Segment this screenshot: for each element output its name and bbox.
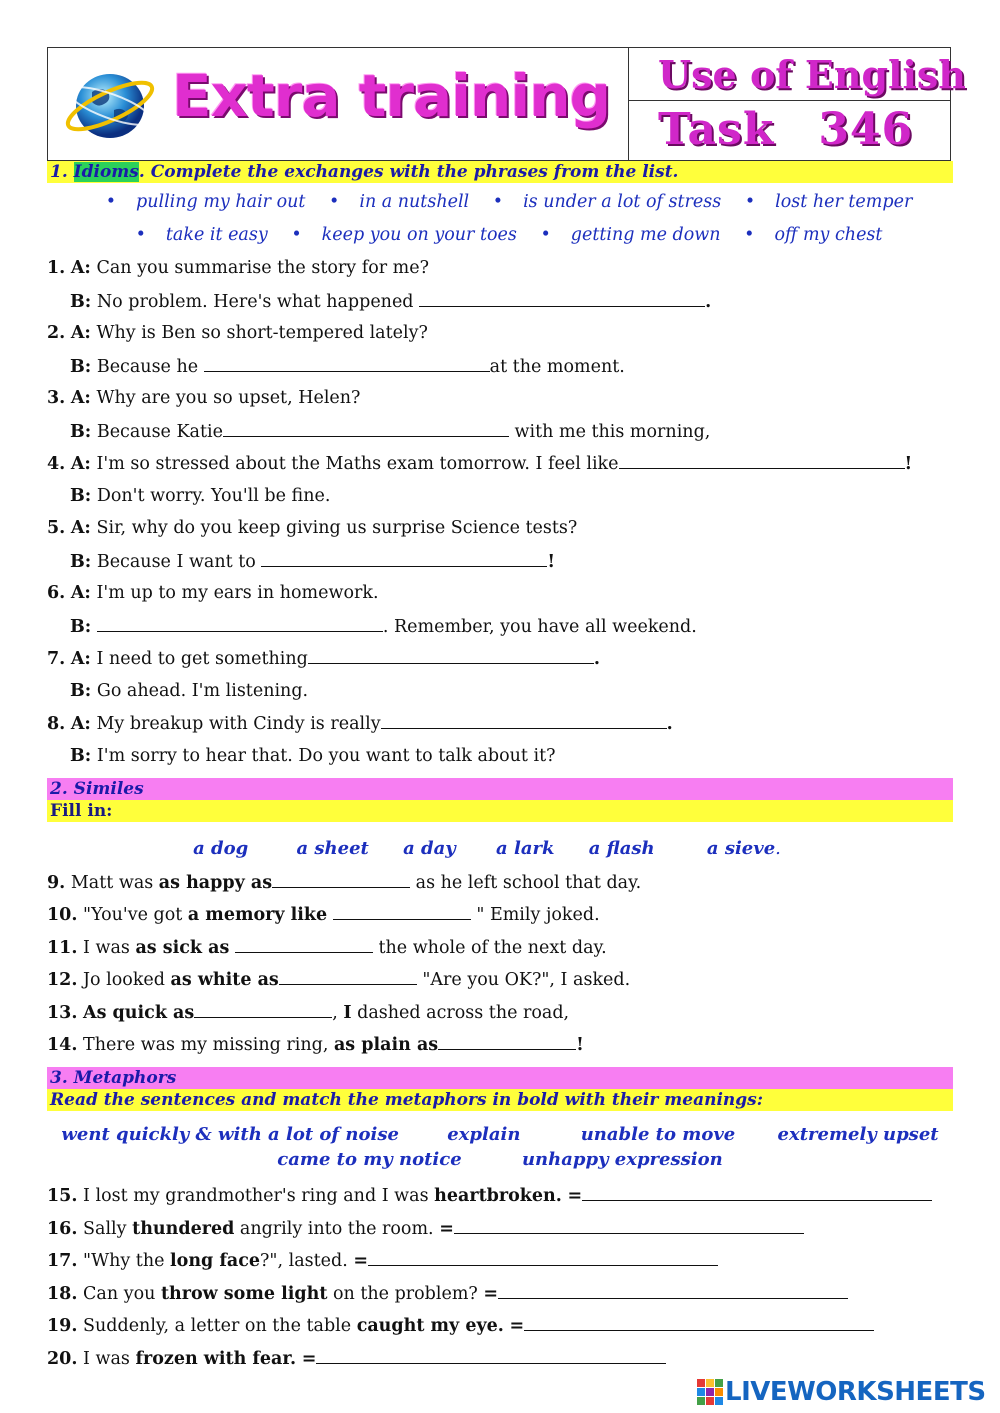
subject-title: Use of English	[658, 52, 966, 97]
phrase-item: lost her temper	[775, 192, 913, 212]
answer-blank[interactable]	[454, 1217, 804, 1234]
answer-blank[interactable]	[333, 903, 471, 920]
answer-blank[interactable]	[381, 712, 667, 729]
section2-heading: 2. Similes	[47, 778, 953, 800]
meaning-item: came to my notice	[277, 1149, 462, 1170]
meaning-item: unhappy expression	[521, 1149, 723, 1170]
exchange-2-b: B: Because he at the moment.	[70, 357, 625, 377]
simile-12: 12. Jo looked as white as "Are you OK?", I asked.	[47, 970, 631, 990]
section2-instruction: Fill in:	[47, 800, 953, 822]
exchange-4-a: 4. A: I'm so stressed about the Maths exam tomorrow. I feel like !	[47, 454, 913, 474]
answer-blank[interactable]	[368, 1249, 718, 1266]
exchange-7-a: 7. A: I need to get something .	[47, 649, 600, 669]
header-task-cell	[628, 48, 966, 160]
simile-word: a sieve	[706, 838, 776, 859]
section1-heading	[47, 161, 953, 183]
answer-blank[interactable]	[498, 1282, 848, 1299]
answer-blank[interactable]	[582, 1184, 932, 1201]
answer-blank[interactable]	[619, 452, 905, 469]
exchange-6-a: 6. A: I'm up to my ears in homework.	[47, 583, 379, 603]
exchange-1-a: 1. A: Can you summarise the story for me?	[47, 258, 429, 278]
exchange-4-b: B: Don't worry. You'll be fine.	[70, 486, 331, 506]
section1-instruction: . Complete the exchanges with the phrases from the list.	[138, 162, 679, 182]
answer-blank[interactable]	[316, 1347, 666, 1364]
worksheet-header	[47, 47, 966, 161]
simile-word: a sheet	[296, 838, 369, 859]
answer-blank[interactable]	[524, 1314, 874, 1331]
phrase-item: pulling my hair out	[136, 192, 306, 212]
exchange-5-a: 5. A: Sir, why do you keep giving us surprise Science tests?	[47, 518, 578, 538]
phrase-bank-row2: • take it easy • keep you on your toes • getting me down • off my chest	[135, 225, 883, 245]
phrase-item: in a nutshell	[359, 192, 470, 212]
section3-heading: 3. Metaphors	[47, 1067, 953, 1089]
meaning-item: explain	[447, 1124, 521, 1145]
answer-blank[interactable]	[438, 1033, 576, 1050]
answer-blank[interactable]	[204, 355, 490, 372]
metaphor-19: 19. Suddenly, a letter on the table caught my eye. =	[47, 1314, 874, 1337]
header-divider	[628, 100, 950, 101]
exchange-8-a: 8. A: My breakup with Cindy is really .	[47, 714, 673, 734]
answer-blank[interactable]	[97, 615, 383, 632]
phrase-item: take it easy	[165, 225, 268, 245]
meaning-item: extremely upset	[777, 1124, 939, 1145]
metaphor-17: 17. "Why the long face?", lasted. =	[47, 1249, 718, 1272]
exchange-7-b: B: Go ahead. I'm listening.	[70, 681, 309, 701]
header-brand-cell	[48, 48, 629, 160]
phrase-bank-row1: • pulling my hair out • in a nutshell • is under a lot of stress • lost her temper	[105, 192, 913, 212]
exchange-3-b: B: Because Katie with me this morning,	[70, 422, 711, 442]
section1-topic: Idioms	[73, 162, 139, 182]
simile-word: a lark	[496, 838, 555, 859]
task-number: 346	[818, 104, 914, 155]
metaphor-16: 16. Sally thundered angrily into the room. =	[47, 1217, 804, 1240]
exchange-1-b: B: No problem. Here's what happened .	[70, 292, 712, 312]
section1-number: 1.	[50, 162, 68, 182]
answer-blank[interactable]	[194, 1001, 332, 1018]
metaphor-18: 18. Can you throw some light on the problem? =	[47, 1282, 848, 1305]
simile-14: 14. There was my missing ring, as plain as !	[47, 1035, 584, 1055]
simile-13: 13. As quick as , I dashed across the road,	[47, 1003, 570, 1023]
simile-word-bank: a dog a sheet a day a lark a flash a sieve.	[193, 838, 781, 859]
answer-blank[interactable]	[223, 420, 509, 437]
meaning-item: unable to move	[580, 1124, 736, 1145]
answer-blank[interactable]	[279, 968, 417, 985]
phrase-item: off my chest	[774, 225, 883, 245]
answer-blank[interactable]	[272, 871, 410, 888]
liveworksheets-logo[interactable]	[697, 1377, 986, 1409]
exchange-6-b: B: . Remember, you have all weekend.	[70, 617, 697, 637]
answer-blank[interactable]	[419, 290, 705, 307]
phrase-item: getting me down	[570, 225, 721, 245]
simile-11: 11. I was as sick as the whole of the next day.	[47, 938, 607, 958]
globe-icon	[62, 62, 158, 146]
metaphor-20: 20. I was frozen with fear. =	[47, 1347, 666, 1370]
task-label: Task	[658, 104, 775, 155]
answer-blank[interactable]	[308, 647, 594, 664]
answer-blank[interactable]	[261, 550, 547, 567]
phrase-item: is under a lot of stress	[523, 192, 722, 212]
meaning-item: went quickly & with a lot of noise	[61, 1124, 399, 1145]
exchange-8-b: B: I'm sorry to hear that. Do you want to talk about it?	[70, 746, 556, 766]
exchange-2-a: 2. A: Why is Ben so short-tempered lately?	[47, 323, 428, 343]
simile-word: a flash	[588, 838, 655, 859]
liveworksheets-logo-text: LIVEWORKSHEETS	[725, 1377, 986, 1407]
exchange-5-b: B: Because I want to !	[70, 552, 556, 572]
liveworksheets-mark-icon	[697, 1379, 723, 1405]
simile-word: a day	[403, 838, 456, 859]
metaphor-15: 15. I lost my grandmother's ring and I was heartbroken. =	[47, 1184, 932, 1207]
answer-blank[interactable]	[235, 936, 373, 953]
phrase-item: keep you on your toes	[321, 225, 517, 245]
brand-title: Extra training	[172, 62, 611, 130]
task-heading	[658, 104, 913, 155]
meaning-bank-row2	[0, 1149, 1000, 1170]
exchange-3-a: 3. A: Why are you so upset, Helen?	[47, 388, 361, 408]
section3-instruction: Read the sentences and match the metaphors in bold with their meanings:	[47, 1089, 953, 1111]
simile-9: 9. Matt was as happy as as he left school that day.	[47, 873, 642, 893]
meaning-bank-row1	[0, 1124, 1000, 1145]
simile-word: a dog	[193, 838, 249, 859]
simile-10: 10. "You've got a memory like " Emily joked.	[47, 905, 600, 925]
